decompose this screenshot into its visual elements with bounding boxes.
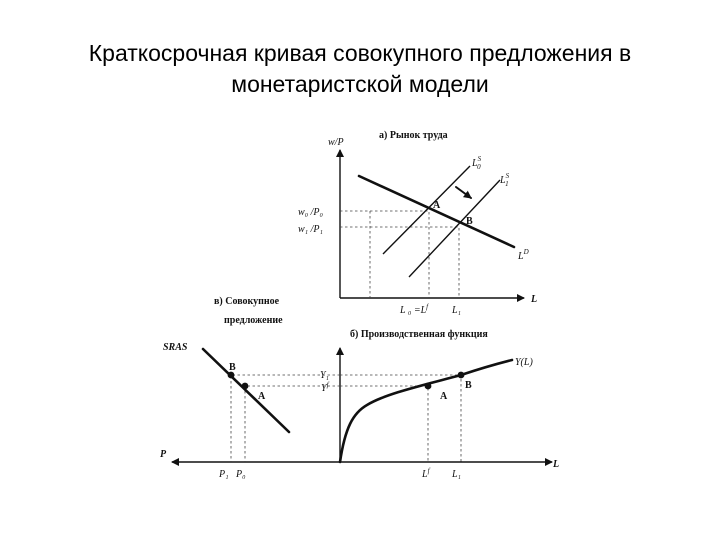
labour-supply-curve-0 [383,166,470,254]
sras-point-b-label: B [229,362,236,373]
sras-curve-label: SRAS [163,342,188,353]
production-x-tick-lf: $L^f$ [422,467,430,480]
supply-shift-arrow [456,187,471,198]
labour-supply-0-label: $L^S$ 0 [472,155,482,171]
labour-demand-label: $L^D$ [518,248,529,262]
aggregate-supply-panel [160,296,340,480]
labour-y-axis-label: w/P [328,137,344,148]
production-y-tick-yf: $Y^f$ [321,381,329,394]
sras-point-a-label: A [258,391,266,402]
labour-x-tick-l1: L₁ [452,305,462,316]
production-guide-b [340,375,461,462]
production-function-panel [320,329,559,480]
production-point-b [458,372,465,379]
labour-supply-1-label: $L^S$ 1 [500,172,510,188]
labour-x-axis-label: L [531,294,538,305]
sras-curve [203,349,289,432]
labour-demand-curve [359,176,514,247]
sras-panel-heading-line-1: в) Совокупное [214,296,280,307]
labour-market-panel [298,130,537,316]
labour-y-tick-w0p0: w₀ /P₀ [298,207,324,218]
production-x-tick-l1: L₁ [452,469,462,480]
production-curve-label: Y(L) [515,357,533,368]
production-point-b-label: B [465,380,472,391]
production-panel-heading: б) Производственная функция [350,329,488,340]
labour-point-a-label: A [433,200,441,211]
sras-panel-heading-line-2: предложение [224,315,283,326]
sras-point-a [242,383,249,390]
labour-guide-a [340,211,429,298]
slide-title-line-1: Краткосрочная кривая совокупного предложения в [88,40,632,66]
production-y-tick-y1: Y₁ [320,370,330,381]
labour-point-b-label: B [466,216,473,227]
sras-x-axis-label: P [160,449,167,460]
labour-y-tick-w1p1: w₁ /P₁ [298,224,324,235]
production-point-a [425,383,432,390]
sras-x-tick-p1: P₁ [219,469,229,480]
slide-title-line-2: монетаристской модели [231,71,489,97]
labour-panel-heading: а) Рынок труда [379,130,448,141]
production-x-axis-label: L [553,459,560,470]
labour-supply-curve-1 [409,180,500,277]
labour-x-tick-l0: L $_0 =L^f$ [400,303,429,316]
sras-x-tick-p0: P₀ [236,469,246,480]
production-point-a-label: A [440,391,448,402]
